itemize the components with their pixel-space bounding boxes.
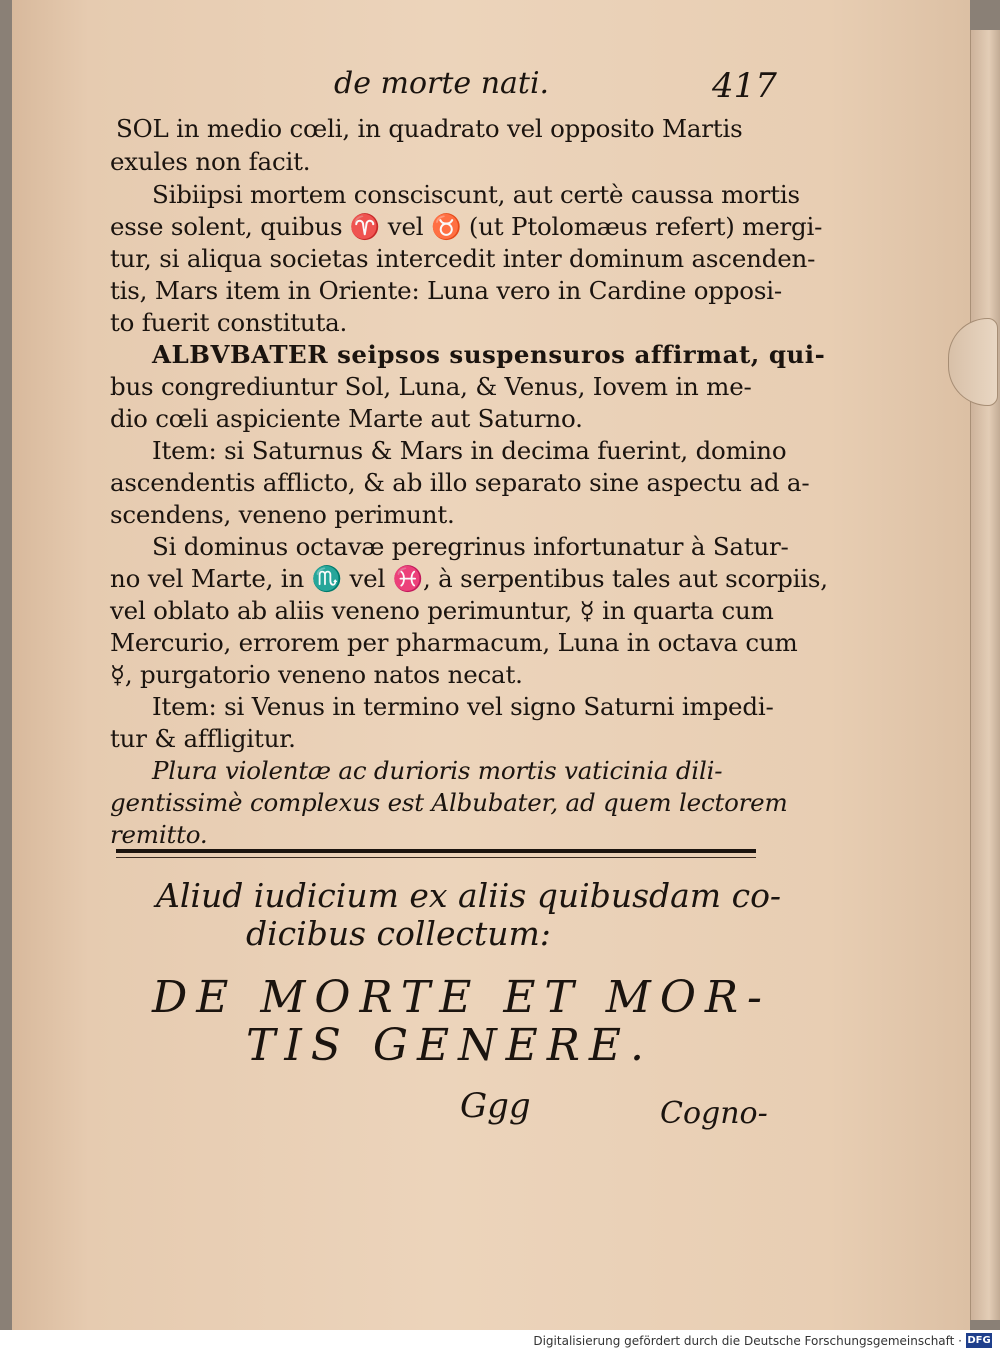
body-line: to fuerit constituta.: [110, 308, 348, 337]
running-header: de morte nati.: [334, 66, 550, 101]
body-line-italic: Plura violentæ ac durioris mortis vaticinia dili-: [152, 756, 723, 785]
body-line: ☿, purgatorio veneno natos necat.: [110, 660, 523, 689]
body-line: tur, si aliqua societas intercedit inter dominum ascenden-: [110, 244, 816, 273]
section-title-line: DE MORTE ET MOR-: [152, 972, 771, 1023]
section-rule: [116, 849, 756, 853]
footer-credit: Digitalisierung gefördert durch die Deutsche Forschungsgemeinschaft ·: [533, 1334, 962, 1348]
body-line: SOL in medio cœli, in quadrato vel opposito Martis: [116, 114, 743, 143]
body-line: bus congrediuntur Sol, Luna, & Venus, Iovem in me-: [110, 372, 752, 401]
body-line-italic: gentissimè complexus est Albubater, ad quem lectorem: [110, 788, 788, 817]
footer-bar: [0, 1330, 1000, 1352]
body-line: exules non facit.: [110, 147, 311, 176]
catchword: Cogno-: [660, 1096, 768, 1131]
body-line: scendens, veneno perimunt.: [110, 500, 455, 529]
body-line: tur & affligitur.: [110, 724, 296, 753]
page-number: 417: [712, 66, 777, 106]
signature-mark: Ggg: [460, 1086, 531, 1126]
body-line: Item: si Saturnus & Mars in decima fuerint, domino: [152, 436, 787, 465]
body-line: dio cœli aspiciente Marte aut Saturno.: [110, 404, 583, 433]
body-line: vel oblato ab aliis veneno perimuntur, ☿ in quarta cum: [110, 596, 774, 625]
section-subtitle-line: Aliud iudicium ex aliis quibusdam co-: [156, 876, 782, 915]
body-line: tis, Mars item in Oriente: Luna vero in Cardine opposi-: [110, 276, 782, 305]
section-subtitle-line: dicibus collectum:: [246, 914, 551, 953]
body-line: ascendentis afflicto, & ab illo separato sine aspectu ad a-: [110, 468, 810, 497]
body-line: no vel Marte, in ♏ vel ♓, à serpentibus tales aut scorpiis,: [110, 564, 828, 593]
page-edge: [970, 30, 1000, 1320]
body-line: esse solent, quibus ♈ vel ♉ (ut Ptolomæus refert) mergi-: [110, 212, 823, 241]
dfg-logo: DFG: [967, 1335, 991, 1346]
body-line: ALBVBATER seipsos suspensuros affirmat, qui-: [152, 340, 826, 369]
body-line: Mercurio, errorem per pharmacum, Luna in octava cum: [110, 628, 798, 657]
section-rule-thin: [116, 857, 756, 858]
section-title-line: TIS GENERE.: [246, 1020, 653, 1071]
body-line: Sibiipsi mortem consciscunt, aut certè caussa mortis: [152, 180, 800, 209]
body-line-italic: remitto.: [110, 820, 208, 849]
body-line: Item: si Venus in termino vel signo Saturni impedi-: [152, 692, 774, 721]
body-line: Si dominus octavæ peregrinus infortunatur à Satur-: [152, 532, 789, 561]
